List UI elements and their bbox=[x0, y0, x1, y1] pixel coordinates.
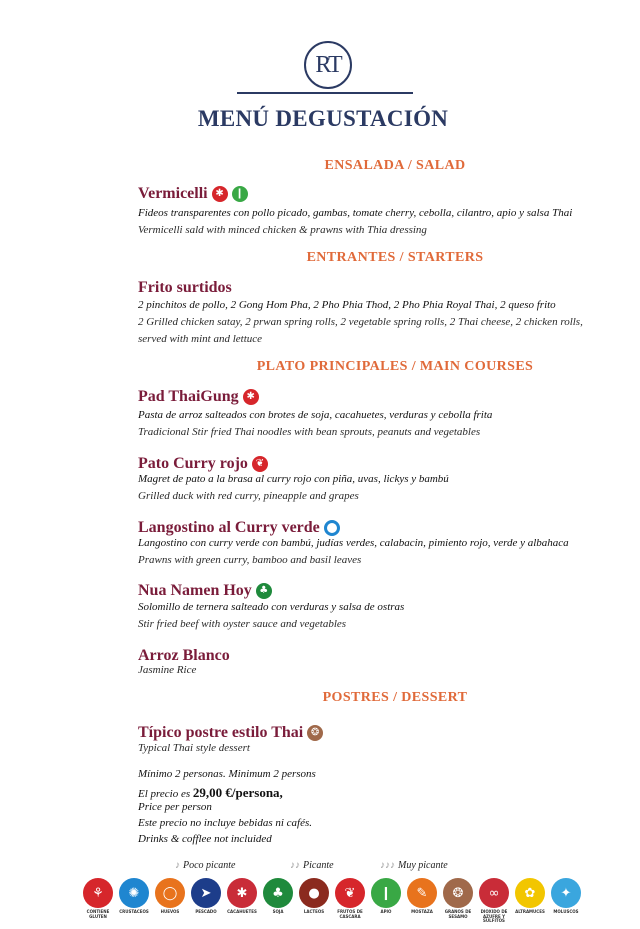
dish-langostino-title: Langostino al Curry verde bbox=[138, 519, 320, 536]
allergen-peanuts: ✱ CACAHUETES bbox=[224, 878, 260, 915]
dish-pato-title: Pato Curry rojo bbox=[138, 455, 248, 472]
sulphite-icon: ∞ bbox=[479, 878, 509, 908]
dish-postre-name bbox=[138, 724, 323, 742]
section-mains: PLATO PRINCIPALES / MAIN COURSES bbox=[256, 359, 534, 374]
spice-mild: ♪ Poco picante bbox=[175, 860, 236, 871]
dish-arroz-title: Arroz Blanco bbox=[138, 647, 230, 664]
dish-padthai-title: Pad ThaiGung bbox=[138, 388, 239, 405]
minimum-note: Mínimo 2 personas. Minimum 2 persons bbox=[138, 768, 316, 780]
chili-icon: ♪♪♪ bbox=[380, 860, 395, 871]
dish-padthai-en: Tradicional Stir fried Thai noodles with bean sprouts, peanuts and vegetables bbox=[138, 426, 481, 438]
spice-hot: ♪♪♪ Muy picante bbox=[380, 860, 448, 871]
dish-postre-en: Typical Thai style dessert bbox=[138, 742, 250, 754]
sesame-allergen-icon: ❂ bbox=[307, 725, 323, 741]
mollusc-icon: ✦ bbox=[551, 878, 581, 908]
allergen-molluscs: ✦ MOLUSCOS bbox=[548, 878, 584, 915]
dish-arroz-name bbox=[138, 647, 230, 665]
allergen-gluten: ⚘ CONTIENE GLUTEN bbox=[80, 878, 116, 919]
milk-icon: ● bbox=[299, 878, 329, 908]
section-salad: ENSALADA / SALAD bbox=[324, 158, 466, 173]
logo-divider bbox=[237, 92, 413, 94]
dish-frito-name bbox=[138, 279, 232, 297]
price-value: 29,00 €/persona, bbox=[192, 785, 283, 800]
dish-frito-es: 2 pinchitos de pollo, 2 Gong Hom Pha, 2 Pho Phia Thod, 2 Pho Phia Royal Thai, 2 queso frito bbox=[138, 299, 556, 311]
dish-frito-en-2: served with mint and lettuce bbox=[138, 333, 263, 345]
menu-title: MENÚ DEGUSTACIÓN bbox=[197, 106, 449, 131]
chili-icon: ♪ bbox=[175, 860, 180, 871]
dish-pato-es: Magret de pato a la brasa al curry rojo con piña, uvas, lickys y bambú bbox=[138, 473, 449, 485]
dish-frito-title: Frito surtidos bbox=[138, 279, 232, 296]
price-line bbox=[138, 785, 283, 801]
celery-allergen-icon: ❙ bbox=[232, 186, 248, 202]
dish-nua-name bbox=[138, 582, 272, 600]
peanut-allergen-icon: ✱ bbox=[243, 389, 259, 405]
wheat-icon: ⚘ bbox=[83, 878, 113, 908]
dish-nua-es: Solomillo de ternera salteado con verduras y salsa de ostras bbox=[138, 601, 405, 613]
dish-langostino-es: Langostino con curry verde con bambú, judías verdes, calabacin, pimiento rojo, verde y albahaca bbox=[138, 537, 569, 549]
dish-frito-en: 2 Grilled chicken satay, 2 prwan spring rolls, 2 vegetable spring rolls, 2 Thai cheese, 2 chicken rolls, bbox=[138, 316, 583, 328]
allergen-lupin: ✿ ALTRAMUCES bbox=[512, 878, 548, 915]
spice-medium: ♪♪ Picante bbox=[290, 860, 334, 871]
price-note-en: Price per person bbox=[138, 801, 212, 813]
lupin-icon: ✿ bbox=[515, 878, 545, 908]
soy-allergen-icon: ♣ bbox=[256, 583, 272, 599]
dish-vermicelli-name bbox=[138, 185, 248, 203]
fish-icon: ➤ bbox=[191, 878, 221, 908]
mollusc-allergen-icon bbox=[324, 520, 340, 536]
soy-icon: ♣ bbox=[263, 878, 293, 908]
mustard-icon: ✎ bbox=[407, 878, 437, 908]
allergen-dairy: ● LACTEOS bbox=[296, 878, 332, 915]
drinks-note-en: Drinks & cofflee not incluided bbox=[138, 833, 272, 845]
dish-nua-en: Stir fried beef with oyster sauce and vegetables bbox=[138, 618, 347, 630]
drinks-note-es: Este precio no incluye bebidas ni cafés. bbox=[138, 817, 313, 829]
dish-langostino-en: Prawns with green curry, bamboo and basil leaves bbox=[138, 554, 362, 566]
nuts-allergen-icon: ❦ bbox=[252, 456, 268, 472]
allergen-nuts: ❦ FRUTOS DE CASCARA bbox=[332, 878, 368, 919]
dish-arroz-en: Jasmine Rice bbox=[138, 664, 197, 676]
dish-padthai-es: Pasta de arroz salteados con brotes de soja, cacahuetes, verduras y cebolla frita bbox=[138, 409, 493, 421]
peanut-icon: ✱ bbox=[227, 878, 257, 908]
nut-icon: ❦ bbox=[335, 878, 365, 908]
allergen-eggs: ◯ HUEVOS bbox=[152, 878, 188, 915]
allergen-crustaceans: ✺ CRUSTACEOS bbox=[116, 878, 152, 915]
dish-vermicelli-title: Vermicelli bbox=[138, 185, 208, 202]
crab-icon: ✺ bbox=[119, 878, 149, 908]
dish-padthai-name bbox=[138, 388, 259, 406]
allergen-mustard: ✎ MOSTAZA bbox=[404, 878, 440, 915]
allergen-sesame: ❂ GRANOS DE SESAMO bbox=[440, 878, 476, 919]
sesame-icon: ❂ bbox=[443, 878, 473, 908]
dish-vermicelli-es: Fideos transparentes con pollo picado, gambas, tomate cherry, cebolla, cilantro, apio y salsa Thai bbox=[138, 207, 573, 219]
dish-pato-en: Grilled duck with red curry, pineapple and grapes bbox=[138, 490, 359, 502]
allergen-sulphites: ∞ DIOXIDO DE AZUFRE Y SULFITOS bbox=[476, 878, 512, 924]
rt-logo: RT bbox=[304, 41, 352, 89]
egg-icon: ◯ bbox=[155, 878, 185, 908]
allergen-legend bbox=[80, 878, 579, 923]
allergen-soy: ♣ SOJA bbox=[260, 878, 296, 915]
allergen-fish: ➤ PESCADO bbox=[188, 878, 224, 915]
section-starters: ENTRANTES / STARTERS bbox=[306, 250, 484, 265]
dish-langostino-name bbox=[138, 519, 340, 537]
section-dessert: POSTRES / DESSERT bbox=[322, 690, 468, 705]
dish-nua-title: Nua Namen Hoy bbox=[138, 582, 252, 599]
price-prefix: El precio es bbox=[138, 788, 191, 800]
dish-postre-title: Típico postre estilo Thai bbox=[138, 724, 304, 741]
chili-icon: ♪♪ bbox=[290, 860, 300, 871]
crustacean-allergen-icon: ✱ bbox=[212, 186, 228, 202]
dish-pato-name bbox=[138, 455, 268, 473]
dish-vermicelli-en: Vermicelli sald with minced chicken & prawns with Thia dressing bbox=[138, 224, 427, 236]
allergen-celery: ❙ APIO bbox=[368, 878, 404, 915]
celery-icon: ❙ bbox=[371, 878, 401, 908]
